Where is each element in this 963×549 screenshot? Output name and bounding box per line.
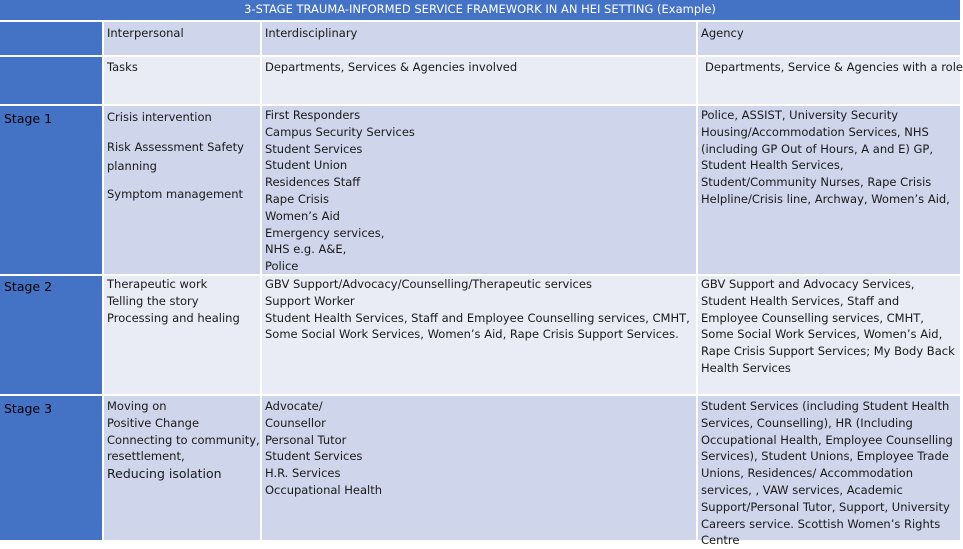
stage-3-department: Student Services: [265, 449, 363, 464]
stage-2-task: Processing and healing: [107, 310, 240, 325]
stage-1-department: Emergency services,: [265, 225, 385, 240]
stage-1-label: [0, 106, 102, 274]
stage-1-department: Student Union: [265, 158, 348, 173]
header-interpersonal-label: Interpersonal: [107, 26, 184, 40]
stage-1-department: Police: [265, 259, 299, 274]
stage-2-agencies: [698, 276, 960, 394]
stage-2-label: [0, 276, 102, 394]
stage-3-department: Counsellor: [265, 415, 326, 430]
stage-3-task: Moving on: [107, 399, 167, 413]
stage-2-text: Stage 2: [4, 279, 53, 294]
stage-3-label: [0, 396, 102, 540]
stage-3-task: Reducing isolation: [107, 466, 222, 482]
stage-2-task: Telling the story: [107, 293, 199, 308]
subheader-departments: [262, 57, 696, 104]
stage-1-department: Residences Staff: [265, 175, 361, 190]
header-agency-label: Agency: [701, 26, 744, 40]
stage-1-task: Risk Assessment Safety planning: [107, 139, 244, 173]
stage-3-text: Stage 3: [4, 401, 53, 416]
stage-1-task: Symptom management: [107, 186, 244, 201]
stage-1-tasks: [104, 106, 260, 274]
stage-1-text: Stage 1: [4, 111, 53, 126]
stage-3-agencies-text: Student Services (including Student Health Services, Counselling), HR (Including Occupational Health, Employee Counselling Services), Student Unions, Employee Trade Unions, Residences/ Accommodation services, , VAW services, Academic Support/Personal Tutor, Support, University Careers service. Scottish Women’s Rights Centre: [701, 399, 953, 548]
stage-1-department: First Responders: [265, 108, 361, 122]
stage-3-task: Connecting to community,: [107, 432, 260, 447]
stage-1-agencies-text: Police, ASSIST, University Security Housing/Accommodation Services, NHS (including GP Out of Hours, A and E) GP, Student Health Services, Student/Community Nurses, Rape Crisis Helpline/Crisis line, Archway, Women’s Aid,: [701, 108, 950, 206]
stage-2-task: Therapeutic work: [107, 277, 208, 291]
stage-2-department: Student Health Services, Staff and Employee Counselling services, CMHT,: [265, 310, 690, 325]
stage-2-agencies-text: GBV Support and Advocacy Services, Student Health Services, Staff and Employee Counselling services, CMHT, Some Social Work Services, Women’s Aid, Rape Crisis Support Services; My Body Back Health Services: [701, 277, 955, 375]
subheader-tasks: [104, 57, 260, 104]
stage-1-department: NHS e.g. A&E,: [265, 242, 347, 257]
subheader-stage-cell: [0, 57, 102, 104]
subheader-agencies: [698, 57, 963, 104]
header-interdisciplinary: [262, 22, 696, 55]
stage-3-department: Occupational Health: [265, 482, 383, 497]
stage-2-department: GBV Support/Advocacy/Counselling/Therapeutic services: [265, 277, 592, 291]
subheader-tasks-label: Tasks: [107, 60, 138, 74]
stage-1-department: Student Services: [265, 141, 363, 156]
subheader-departments-label: Departments, Services & Agencies involved: [265, 60, 518, 74]
stage-3-task: Positive Change: [107, 415, 200, 430]
stage-1-agencies: [698, 106, 960, 274]
table-title: 3-STAGE TRAUMA-INFORMED SERVICE FRAMEWORK IN AN HEI SETTING (Example): [0, 0, 960, 20]
stage-1-department: Rape Crisis: [265, 191, 329, 206]
header-interdisciplinary-label: Interdisciplinary: [265, 26, 358, 40]
stage-1-department: Campus Security Services: [265, 124, 415, 139]
stage-2-departments: [262, 276, 696, 394]
stage-3-departments: [262, 396, 696, 540]
header-interpersonal: [104, 22, 260, 55]
stage-2-department: Some Social Work Services, Women’s Aid, Rape Crisis Support Services.: [265, 327, 679, 342]
stage-2-department: Support Worker: [265, 293, 355, 308]
header-agency: [698, 22, 960, 55]
stage-3-task: resettlement,: [107, 449, 185, 464]
stage-3-department: Advocate/: [265, 399, 323, 413]
stage-2-tasks: [104, 276, 260, 394]
subheader-agencies-label: Departments, Service & Agencies with a role: [705, 60, 963, 74]
stage-1-departments: [262, 106, 696, 274]
stage-3-tasks: [104, 396, 260, 540]
header-stage-cell: [0, 22, 102, 55]
stage-3-department: H.R. Services: [265, 466, 341, 481]
stage-3-department: Personal Tutor: [265, 432, 347, 447]
stage-3-agencies: [698, 396, 960, 548]
stage-1-department: Women’s Aid: [265, 208, 340, 223]
stage-1-task: Crisis intervention: [107, 110, 212, 124]
